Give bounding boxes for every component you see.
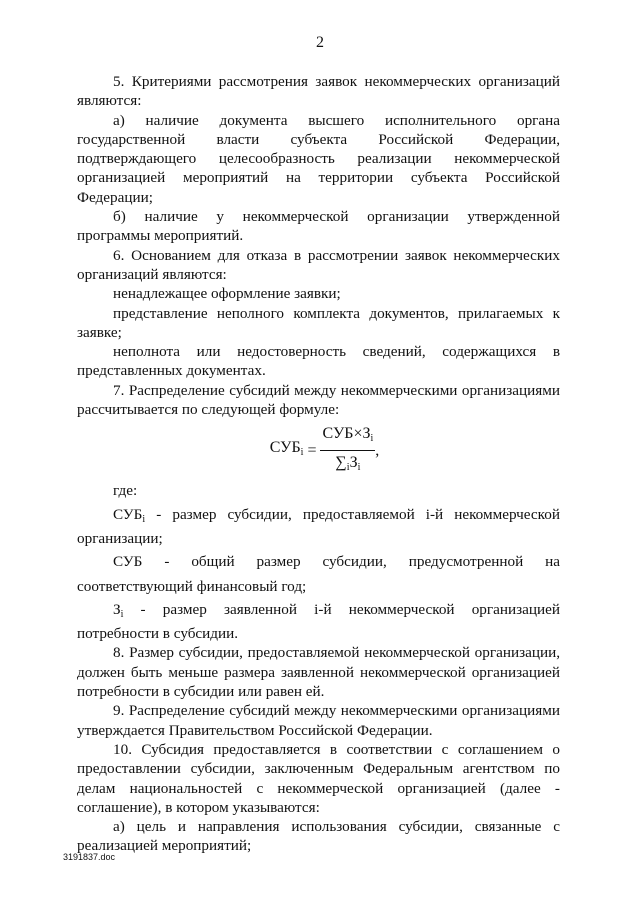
formula-lhs-subscript: i (300, 447, 304, 459)
definition (77, 600, 560, 644)
paragraph: б) наличие у некоммерческой организации утвержденной программы мероприятий. (77, 208, 560, 245)
formula-sum-sign: ∑ (335, 453, 347, 471)
formula-num-a: СУБ (322, 424, 354, 442)
paragraph: 7. Распределение субсидий между некоммерческими организациями рассчитывается по следующей формуле: (77, 381, 560, 419)
formula-trailing-comma: , (375, 441, 380, 459)
definition-subscript: i (142, 513, 146, 525)
formula-times: × (353, 424, 363, 442)
formula-numerator (320, 424, 375, 451)
formula-fraction (320, 424, 375, 478)
document-body (77, 72, 560, 856)
paragraph: неполнота или недостоверность сведений, содержащихся в представленных документах. (77, 343, 560, 380)
definition-symbol: СУБ (113, 553, 143, 571)
formula-lhs (270, 438, 304, 462)
formula-equals: = (307, 441, 317, 459)
definition-text: - общий размер субсидии, предусмотренной на соответствующий финансовый год; (77, 553, 560, 595)
definition (77, 505, 560, 549)
subsidy-formula (89, 419, 560, 481)
formula-num-b: З (362, 424, 371, 442)
formula-num-b-subscript: i (370, 432, 374, 444)
formula-sum-subscript: i (346, 461, 350, 473)
paragraph: 9. Распределение субсидий между некоммерческими организациями утверждается Правительством Российской Федерации. (77, 702, 560, 739)
paragraph: 6. Основанием для отказа в рассмотрении заявок некоммерческих организаций являются: (77, 246, 560, 283)
paragraph: 10. Субсидия предоставляется в соответствии с соглашением о предоставлении субсидии, заключенным Федеральным агентством по делам национальностей с некоммерческой организацией (далее - соглашение), в котором указываются: (77, 740, 560, 816)
formula-den-b-subscript: i (357, 461, 361, 473)
paragraph: ненадлежащее оформление заявки; (113, 285, 341, 303)
definition (77, 552, 560, 596)
page-number: 2 (316, 34, 324, 51)
definition-symbol: З (113, 600, 121, 618)
paragraph: а) цель и направления использования субсидии, связанные с реализацией мероприятий; (77, 818, 560, 855)
definition-text: - размер заявленной i-й некоммерческой организацией потребности в субсидии. (77, 600, 560, 643)
formula-den-b: З (349, 453, 358, 471)
formula-lhs-symbol: СУБ (269, 439, 301, 457)
paragraph: 8. Размер субсидии, предоставляемой некоммерческой организации, должен быть меньше размера заявленной некоммерческой организацией потребности в субсидии или равен ей. (77, 644, 560, 701)
paragraph: 5. Критериями рассмотрения заявок некоммерческих организаций являются: (77, 73, 560, 110)
definition-symbol: СУБ (113, 505, 143, 523)
footer-document-code: 3191837.doc (63, 852, 116, 862)
paragraph: представление неполного комплекта документов, прилагаемых к заявке; (77, 304, 560, 341)
definition-text: - размер субсидии, предоставляемой i-й некоммерческой организации; (77, 505, 560, 547)
definition-subscript: i (120, 608, 124, 620)
formula-denominator (335, 451, 360, 477)
paragraph: а) наличие документа высшего исполнительного органа государственной власти субъекта Российской Федерации, подтверждающего целесообразность реализации некоммерческой организацией мероприятий на территории субъекта Российской Федерации; (77, 111, 560, 206)
where-label: где: (113, 482, 138, 500)
